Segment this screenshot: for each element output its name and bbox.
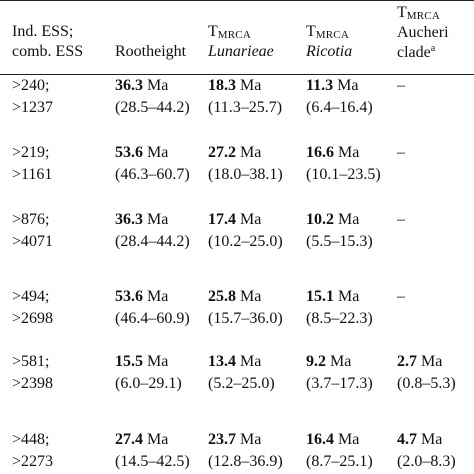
ric-estimate: [306, 77, 358, 95]
ess-individual: >876;: [12, 211, 50, 228]
ric-unit: Ma: [334, 144, 360, 161]
root-estimate: [115, 431, 168, 449]
header-lunarieae: Lunarieae: [208, 43, 274, 60]
table-top-rule: [0, 0, 474, 1]
root-interval: (28.4–44.2): [115, 233, 190, 250]
ric-value: 9.2: [306, 353, 326, 370]
ric-unit: Ma: [326, 353, 352, 370]
lun-estimate: [208, 353, 261, 371]
ess-combined: >1237: [12, 99, 54, 116]
lun-unit: Ma: [236, 353, 262, 370]
ric-value: 16.6: [306, 144, 334, 161]
header-tmrca-ricotia: TMRCA: [306, 23, 349, 41]
ric-estimate: [306, 353, 351, 371]
lun-interval: (11.3–25.7): [208, 99, 283, 116]
root-unit: Ma: [143, 288, 169, 305]
lun-interval: (10.2–25.0): [208, 233, 283, 250]
auc-unit: Ma: [417, 431, 443, 448]
header-ess-line2: comb. ESS: [12, 43, 84, 60]
auc-interval: (2.0–8.3): [397, 453, 456, 470]
root-estimate: [115, 144, 168, 162]
lun-value: 25.8: [208, 288, 236, 305]
lun-interval: (12.8–36.9): [208, 453, 283, 470]
ric-interval: (5.5–15.3): [306, 233, 373, 250]
lun-value: 17.4: [208, 211, 236, 228]
lun-estimate: [208, 211, 261, 229]
ric-interval: (6.4–16.4): [306, 99, 373, 116]
header-ricotia: Ricotia: [306, 43, 353, 60]
lun-estimate: [208, 288, 261, 306]
ess-individual: >448;: [12, 431, 50, 448]
ric-interval: (10.1–23.5): [306, 166, 381, 183]
auc-estimate: [397, 431, 442, 449]
ess-combined: >2698: [12, 310, 54, 327]
lun-estimate: [208, 77, 261, 95]
lun-value: 13.4: [208, 353, 236, 370]
root-unit: Ma: [143, 431, 169, 448]
auc-dash: –: [397, 211, 405, 228]
auc-value: 2.7: [397, 353, 417, 370]
ric-estimate: [306, 288, 359, 306]
auc-interval: (0.8–5.3): [397, 375, 456, 392]
root-unit: Ma: [143, 211, 169, 228]
root-unit: Ma: [143, 353, 169, 370]
ess-individual: >494;: [12, 288, 50, 305]
header-tmrca-lunarieae: TMRCA: [208, 23, 251, 41]
ric-value: 15.1: [306, 288, 334, 305]
ric-value: 16.4: [306, 431, 334, 448]
ess-combined: >2398: [12, 375, 54, 392]
ess-individual: >219;: [12, 144, 50, 161]
root-interval: (46.3–60.7): [115, 166, 190, 183]
lun-unit: Ma: [236, 77, 262, 94]
ric-interval: (8.5–22.3): [306, 310, 373, 327]
root-value: 15.5: [115, 353, 143, 370]
lun-interval: (18.0–38.1): [208, 166, 283, 183]
auc-dash: –: [397, 288, 405, 305]
ric-unit: Ma: [334, 211, 360, 228]
ric-estimate: [306, 431, 359, 449]
ric-interval: (3.7–17.3): [306, 375, 373, 392]
root-estimate: [115, 211, 168, 229]
lun-unit: Ma: [236, 288, 262, 305]
lun-unit: Ma: [236, 144, 262, 161]
root-estimate: [115, 77, 168, 95]
root-unit: Ma: [143, 144, 169, 161]
lun-estimate: [208, 144, 261, 162]
lun-value: 23.7: [208, 431, 236, 448]
lun-unit: Ma: [236, 431, 262, 448]
root-interval: (14.5–42.5): [115, 453, 190, 470]
lun-value: 27.2: [208, 144, 236, 161]
auc-value: 4.7: [397, 431, 417, 448]
root-value: 53.6: [115, 144, 143, 161]
ric-interval: (8.7–25.1): [306, 453, 373, 470]
lun-estimate: [208, 431, 261, 449]
ess-combined: >2273: [12, 453, 54, 470]
root-estimate: [115, 288, 168, 306]
lun-interval: (5.2–25.0): [208, 375, 275, 392]
root-value: 36.3: [115, 77, 143, 94]
root-value: 36.3: [115, 211, 143, 228]
auc-dash: –: [397, 77, 405, 94]
ric-value: 11.3: [306, 77, 334, 94]
auc-unit: Ma: [417, 353, 443, 370]
ric-unit: Ma: [334, 431, 360, 448]
root-interval: (28.5–44.2): [115, 99, 190, 116]
header-clade: clade$^a$: [397, 43, 436, 61]
ess-combined: >1161: [12, 166, 53, 183]
ric-unit: Ma: [334, 288, 360, 305]
ess-combined: >4071: [12, 233, 54, 250]
lun-value: 18.3: [208, 77, 236, 94]
ric-unit: Ma: [333, 77, 359, 94]
root-value: 27.4: [115, 431, 143, 448]
root-estimate: [115, 353, 168, 371]
lun-interval: (15.7–36.0): [208, 310, 283, 327]
ess-individual: >581;: [12, 353, 50, 370]
auc-estimate: [397, 353, 442, 371]
ric-value: 10.2: [306, 211, 334, 228]
root-interval: (6.0–29.1): [115, 375, 182, 392]
header-rootheight: Rootheight: [115, 43, 187, 60]
lun-unit: Ma: [236, 211, 262, 228]
root-interval: (46.4–60.9): [115, 310, 190, 327]
ric-estimate: [306, 144, 359, 162]
ric-estimate: [306, 211, 359, 229]
header-aucheri: Aucheri: [397, 24, 449, 41]
root-unit: Ma: [143, 77, 169, 94]
header-tmrca-aucheri: TMRCA: [397, 4, 440, 22]
header-ess-line1: Ind. ESS;: [12, 23, 74, 40]
ess-individual: >240;: [12, 77, 50, 94]
root-value: 53.6: [115, 288, 143, 305]
auc-dash: –: [397, 144, 405, 161]
header-bottom-rule: [0, 74, 474, 75]
